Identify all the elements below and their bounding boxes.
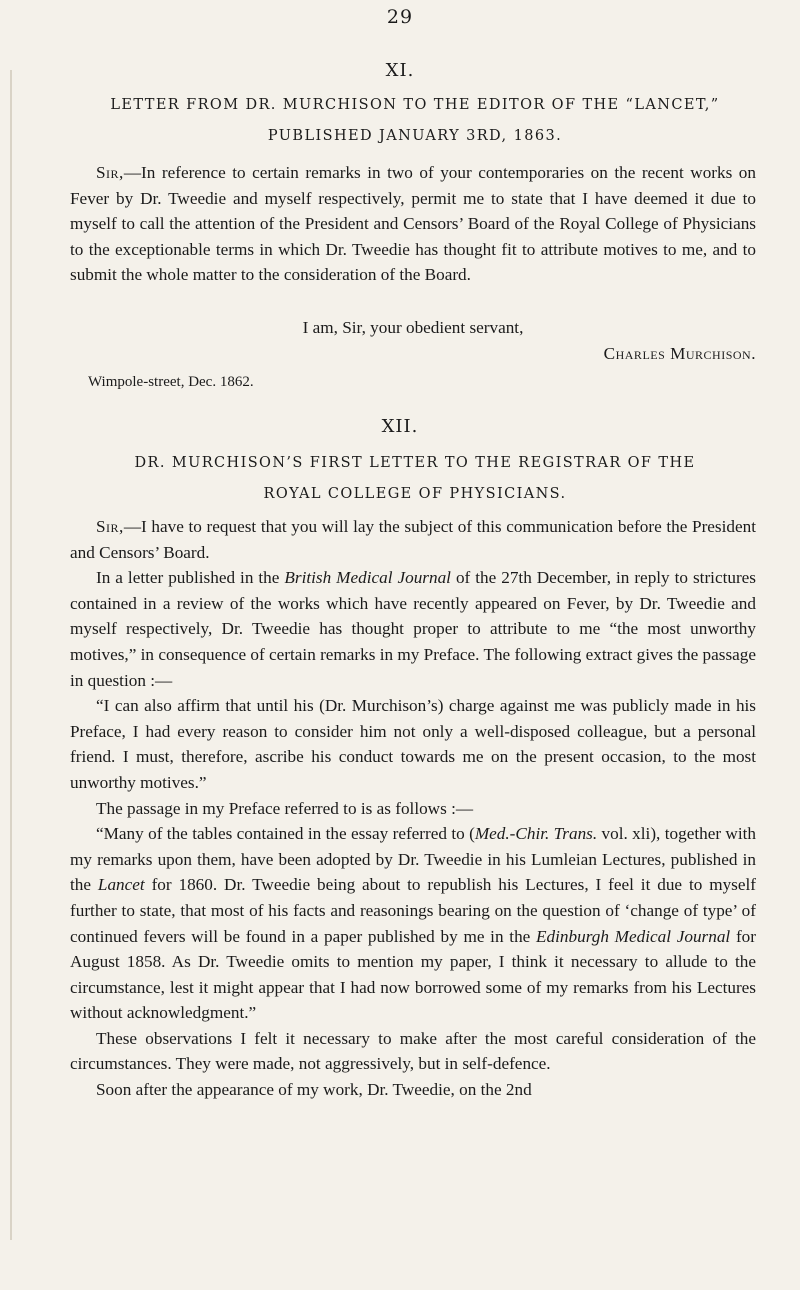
- letter-body: [70, 160, 756, 288]
- page-edge-shadow: [10, 70, 12, 1240]
- signature-text: Charles Murchison.: [603, 344, 756, 363]
- heading-line: LETTER FROM DR. MURCHISON TO THE EDITOR OF THE “LANCET,”: [110, 97, 720, 113]
- letter-body: [70, 514, 756, 1103]
- paragraph: The passage in my Preface referred to is as follows :—: [96, 798, 474, 818]
- place-date: Wimpole-street, Dec. 1862.: [88, 374, 254, 390]
- heading-line: ROYAL COLLEGE OF PHYSICIANS.: [263, 486, 567, 502]
- section-numeral: XI.: [385, 60, 415, 81]
- paragraph-text: of the 27th December, in reply to strictures contained in a review of the works which have recently appeared on Fever, by Dr. Tweedie and myself respectively, Dr. Tweedie has thought proper to attribute to me “the most unworthy motives,” in consequence of certain remarks in my Preface. The following extract gives the passage in question :—: [70, 568, 756, 690]
- page-number: 29: [386, 6, 414, 28]
- paragraph: Soon after the appearance of my work, Dr. Tweedie, on the 2nd: [96, 1080, 532, 1100]
- paragraph-text: “Many of the tables contained in the essay referred to (: [96, 824, 475, 844]
- journal-title: Edinburgh Medical Journal: [536, 926, 731, 946]
- heading-line: DR. MURCHISON’S FIRST LETTER TO THE REGISTRAR OF THE: [134, 455, 696, 471]
- paragraph-text: for August 1858. As Dr. Tweedie omits to mention my paper, I think it necessary to allude to the circumstance, lest it might appear that I had now borrowed some of my remarks from his Lectures without acknowledgment.”: [70, 926, 756, 1023]
- paragraph: These observations I felt it necessary to make after the most careful consideration of the circumstances. They were made, not aggressively, but in self-defence.: [70, 1028, 756, 1074]
- section-heading: [70, 90, 760, 152]
- paragraph-text: —In reference to certain remarks in two of your contemporaries on the recent works on Fever by Dr. Tweedie and myself respectively, permit me to state that I have deemed it due to myself to call the attention of the President and Censors’ Board of the Royal College of Physicians to the exceptionable terms in which Dr. Tweedie has thought fit to attribute motives to me, and to submit the whole matter to the consideration of the Board.: [70, 163, 756, 285]
- quotation: “I can also affirm that until his (Dr. Murchison’s) charge against me was publicly made in his Preface, I had every reason to consider him not only a well-disposed colleague, but a personal friend. I must, therefore, ascribe his conduct towards me on the present occasion, to the most unworthy motives.”: [70, 696, 756, 792]
- journal-title: Lancet: [97, 875, 145, 895]
- paragraph-text: vol. xli), together with my remarks upon them, have been adopted by Dr. Tweedie in his Lumleian Lectures, published in the: [70, 824, 756, 895]
- paragraph: [70, 565, 756, 693]
- closing-line: I am, Sir, your obedient servant,: [302, 318, 524, 337]
- salutation: Sir,: [96, 163, 124, 182]
- section-heading: [70, 448, 760, 510]
- journal-title: Med.-Chir. Trans.: [474, 824, 598, 844]
- quotation: [70, 821, 756, 1026]
- heading-line: PUBLISHED JANUARY 3RD, 1863.: [267, 128, 563, 144]
- section-numeral: XII.: [381, 416, 419, 437]
- paragraph-text: In a letter published in the: [96, 568, 285, 588]
- paragraph: [70, 514, 756, 565]
- signature: [70, 344, 756, 364]
- salutation: Sir,: [96, 517, 124, 536]
- paragraph-text: for 1860. Dr. Tweedie being about to republish his Lectures, I feel it due to myself further to state, that most of his facts and reasonings bearing on the question of ‘change of type’ of continued fevers will be found in a paper published by me in the: [70, 875, 756, 946]
- paragraph: [70, 160, 756, 288]
- paragraph-text: —I have to request that you will lay the subject of this communication before the President and Censors’ Board.: [70, 517, 756, 562]
- journal-title: British Medical Journal: [284, 568, 451, 588]
